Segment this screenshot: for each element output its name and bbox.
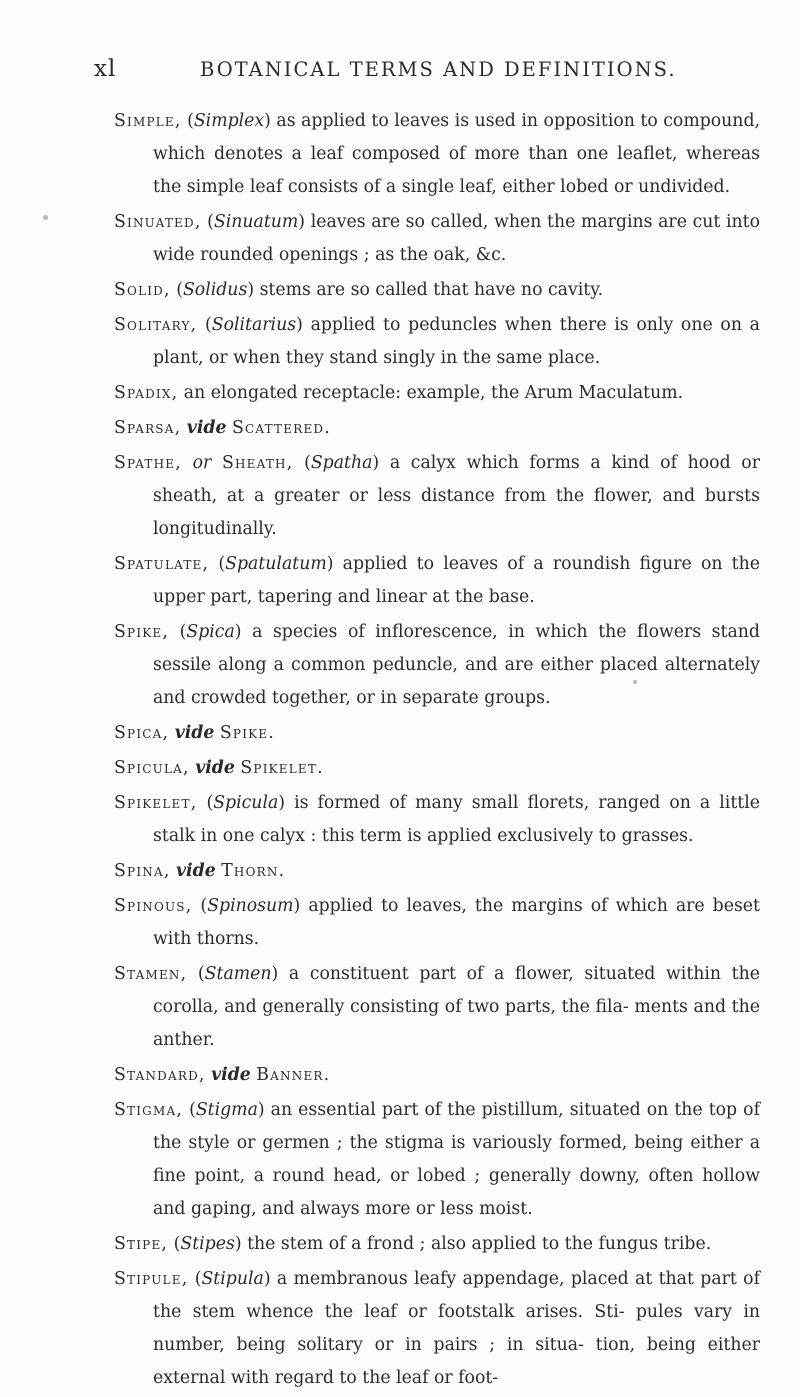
entry-spinous: Spinous, (Spinosum) applied to leaves, the margins of which are beset with thorns. [114,896,760,949]
entry-spikelet: Spikelet, (Spicula) is formed of many small florets, ranged on a little stalk in one calyx : this term is applied exclusively to grasses. [114,793,760,846]
entry-term: Spathe, [114,453,182,473]
entry-simple: Simple, (Simplex) as applied to leaves is used in opposition to compound, which denotes a leaf composed of more than one leaflet, whereas the simple leaf consists of a single leaf, either lobed or undivided. [114,111,760,197]
entry-term: Standard, [114,1065,206,1085]
entry-spathe: Spathe, or Sheath, (Spatha) a calyx which forms a kind of hood or sheath, at a greater or less distance from the flower, and bursts longitudinally. [114,453,760,539]
paper-spot [43,215,48,220]
entry-definition: an essential part of the pistillum, situated on the top of the style or germen ; the stigma is variously formed, being either a fine point, a round head, or lobed ; generally downy, often hollow and gaping, and always more or less moist. [153,1100,760,1219]
entry-cross-reference: Spikelet. [240,758,324,778]
entry-latin: Spinosum [207,896,294,916]
entry-spicula [114,752,760,785]
entry-definition: applied to peduncles when there is only one on a plant, or when they stand singly in the same place. [153,315,760,368]
entry-latin: Stigma [195,1100,258,1120]
entry-stigma: Stigma, (Stigma) an essential part of the pistillum, situated on the top of the style or germen ; the stigma is variously formed, being either a fine point, a round head, or lobed ; generally downy, often hollow and gaping, and always more or less moist. [114,1100,760,1219]
entry-sinuated: Sinuated, (Sinuatum) leaves are so called, when the margins are cut into wide rounded openings ; as the oak, &c. [114,212,760,265]
entry-term: Spadix, [114,383,179,403]
entry-definition: applied to leaves of a roundish figure on the upper part, tapering and linear at the base. [153,554,760,607]
entry-term: Solitary, [114,315,198,335]
entry-latin: Stipes [180,1234,235,1254]
glossary-entries [114,105,760,1397]
entry-term: Sparsa, [114,418,182,438]
entry-term: Spatulate, [114,554,210,574]
entry-spike: Spike, (Spica) a species of inflorescence, in which the flowers stand sessile along a common peduncle, and are either placed alternately and crowded together, or in separate groups. [114,622,760,708]
entry-definition: a calyx which forms a kind of hood or sheath, at a greater or less distance from the flower, and bursts longitudinally. [153,453,760,539]
entry-definition: is formed of many small florets, ranged on a little stalk in one calyx : this term is applied exclusively to grasses. [153,793,760,846]
entry-definition: a membranous leafy appendage, placed at that part of the stem whence the leaf or footstalk arises. Sti- pules vary in number, being solitary or in pairs ; in situa- tion, being either external with regard to the leaf or foot- [153,1269,760,1388]
entry-term: Spikelet, [114,793,198,813]
entry-term: Solid, [114,280,171,300]
entry-vide: vide [195,758,235,778]
entry-cross-reference: Spike. [219,723,275,743]
entry-term: Stigma, [114,1100,184,1120]
entry-term: Stamen, [114,964,188,984]
entry-latin: Simplex [193,111,265,131]
entry-term: Spike, [114,622,170,642]
entry-term: Spina, [114,861,171,881]
page-number: xl [94,56,117,82]
entry-definition: as applied to leaves is used in opposition to compound, which denotes a leaf composed of more than one leaflet, whereas the simple leaf consists of a single leaf, either lobed or undivided. [153,111,760,197]
entry-term: Stipule, [114,1269,189,1289]
entry-definition: a constituent part of a flower, situated within the corolla, and generally consisting of two parts, the fila- ments and the anther. [153,964,760,1050]
entry-standard [114,1059,760,1092]
entry-vide: vide [176,861,216,881]
entry-spatulate: Spatulate, (Spatulatum) applied to leaves of a roundish figure on the upper part, tapering and linear at the base. [114,554,760,607]
entry-term-alt: Sheath, [221,453,294,473]
entry-term: Spicula, [114,758,190,778]
entry-vide: vide [211,1065,251,1085]
entry-definition: a species of inflorescence, in which the flowers stand sessile along a common peduncle, and are either placed alternately and crowded together, or in separate groups. [153,622,760,708]
entry-spadix [114,377,760,410]
entry-spina [114,855,760,888]
entry-latin: Spicula [213,793,279,813]
entry-latin: Solitarius [211,315,297,335]
entry-latin: Spatulatum [225,554,327,574]
running-title: BOTANICAL TERMS AND DEFINITIONS. [200,58,677,81]
entry-stamen: Stamen, (Stamen) a constituent part of a flower, situated within the corolla, and generally consisting of two parts, the fila- ments and the anther. [114,964,760,1050]
entry-cross-reference: Thorn. [221,861,286,881]
entry-cross-reference: Banner. [256,1065,331,1085]
entry-latin: Stipula [201,1269,264,1289]
entry-term: Sinuated, [114,212,202,232]
entry-cross-reference: Scattered. [231,418,331,438]
entry-stipule: Stipule, (Stipula) a membranous leafy appendage, placed at that part of the stem whence the leaf or footstalk arises. Sti- pules vary in number, being solitary or in pairs ; in situa- tion, being either external with regard to the leaf or foot- [114,1269,760,1388]
entry-definition: the stem of a frond ; also applied to the fungus tribe. [247,1234,712,1254]
paper-spot [633,680,637,684]
entry-or: or [192,453,212,473]
entry-latin: Spatha [310,453,373,473]
entry-latin: Solidus [182,280,248,300]
entry-definition: stems are so called that have no cavity. [259,280,604,300]
entry-solitary: Solitary, (Solitarius) applied to peduncles when there is only one on a plant, or when they stand singly in the same place. [114,315,760,368]
entry-term: Spica, [114,723,170,743]
entry-sparsa [114,412,760,445]
entry-vide: vide [174,723,215,743]
entry-definition: an elongated receptacle: example, the Arum Maculatum. [183,383,684,403]
entry-vide: vide [186,418,227,438]
entry-definition: applied to leaves, the margins of which are beset with thorns. [153,896,760,949]
entry-latin: Sinuatum [213,212,299,232]
entry-term: Stipe, [114,1234,169,1254]
entry-term: Simple, [114,111,182,131]
entry-spica [114,717,760,750]
entry-latin: Stamen [204,964,272,984]
entry-stipe: Stipe, (Stipes) the stem of a frond ; also applied to the fungus tribe. [114,1234,712,1254]
entry-definition: leaves are so called, when the margins are cut into wide rounded openings ; as the oak, &c. [153,212,760,265]
entry-latin: Spica [186,622,235,642]
running-header [0,56,800,92]
entry-solid: Solid, (Solidus) stems are so called that have no cavity. [114,280,604,300]
entry-term: Spinous, [114,896,193,916]
